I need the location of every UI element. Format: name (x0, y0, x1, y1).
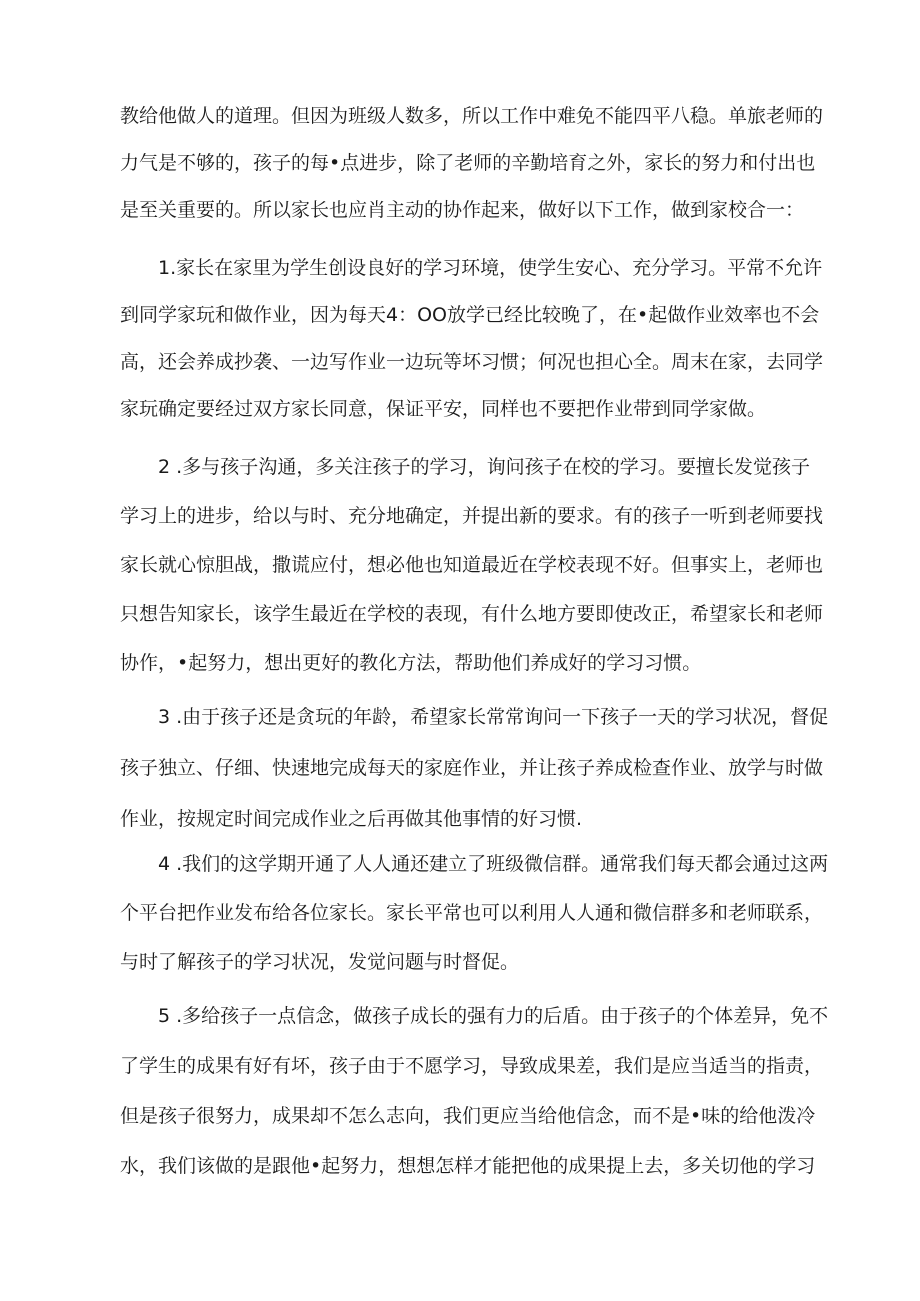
text-line: 3 .由于孩子还是贪玩的年龄，希望家长常常询问一下孩子一天的学习状况，督促 (158, 706, 829, 728)
text-line: 作业，按规定时间完成作业之后再做其他事情的好习惯. (120, 808, 583, 830)
text-line: 学习上的进步，给以与时、充分地确定，并提出新的要求。有的孩子一听到老师要找 (120, 505, 824, 527)
paragraph-item-2 (120, 455, 824, 675)
text-line: 只想告知家长，该学生最近在学校的表现，有什么地方要即使改正，希望家长和老师 (120, 603, 824, 625)
paragraph-item-4 (120, 852, 829, 974)
text-line: 教给他做人的道理。但因为班级人数多，所以工作中难免不能四平八稳。单旅老师的 (120, 105, 824, 127)
text-line: 力气是不够的，孩子的每•点进步，除了老师的辛勤培育之外，家长的努力和付出也 (120, 152, 816, 174)
paragraph-intro (120, 104, 824, 222)
text-line: 高，还会养成抄袭、一边写作业一边玩等坏习惯；何况也担心全。周末在家，去同学 (120, 351, 824, 373)
text-line: 孩子独立、仔细、快速地完成每天的家庭作业，并让孩子养成检查作业、放学与时做 (120, 757, 824, 779)
text-line: 与时了解孩子的学习状况，发觉问题与时督促。 (120, 951, 520, 973)
text-line: 协作，•起努力，想出更好的教化方法，帮助他们养成好的学习习惯。 (120, 652, 702, 674)
text-line: 2 .多与孩子沟通，多关注孩子的学习，询问孩子在校的学习。要擅长发觉孩子 (158, 456, 810, 478)
text-line: 但是孩子很努力，成果却不怎么志向，我们更应当给他信念，而不是•味的给他泼冷 (120, 1105, 816, 1127)
text-line: 了学生的成果有好有坏，孩子由于不愿学习，导致成果差，我们是应当适当的指责， (120, 1055, 824, 1077)
text-line: 个平台把作业发布给各位家长。家长平常也可以利用人人通和微信群多和老师联系， (120, 902, 824, 924)
text-line: 水，我们该做的是跟他•起努力，想想怎样才能把他的成果提上去，多关切他的学习 (120, 1155, 816, 1177)
paragraph-item-1 (120, 256, 824, 421)
text-line: 家玩确定要经过双方家长同意，保证平安，同样也不要把作业带到同学家做。 (120, 398, 767, 420)
text-line: 到同学家玩和做作业，因为每天4：OO放学已经比较晚了，在•起做作业效率也不会 (120, 304, 820, 326)
text-line: 家长就心惊胆战，撒谎应付，想必他也知道最近在学校表现不好。但事实上，老师也 (120, 554, 824, 576)
text-line: 是至关重要的。所以家长也应肖主动的协作起来，做好以下工作，做到家校合一： (120, 199, 805, 221)
paragraph-item-3 (120, 705, 829, 831)
text-line: 1.家长在家里为学生创设良好的学习环境，使学生安心、充分学习。平常不允许 (158, 257, 823, 279)
paragraph-item-5 (120, 1004, 829, 1178)
text-line: 5 .多给孩子一点信念，做孩子成长的强有力的后盾。由于孩子的个体差异，免不 (158, 1005, 829, 1027)
text-line: 4 .我们的这学期开通了人人通还建立了班级微信群。通常我们每天都会通过这两 (158, 853, 829, 875)
